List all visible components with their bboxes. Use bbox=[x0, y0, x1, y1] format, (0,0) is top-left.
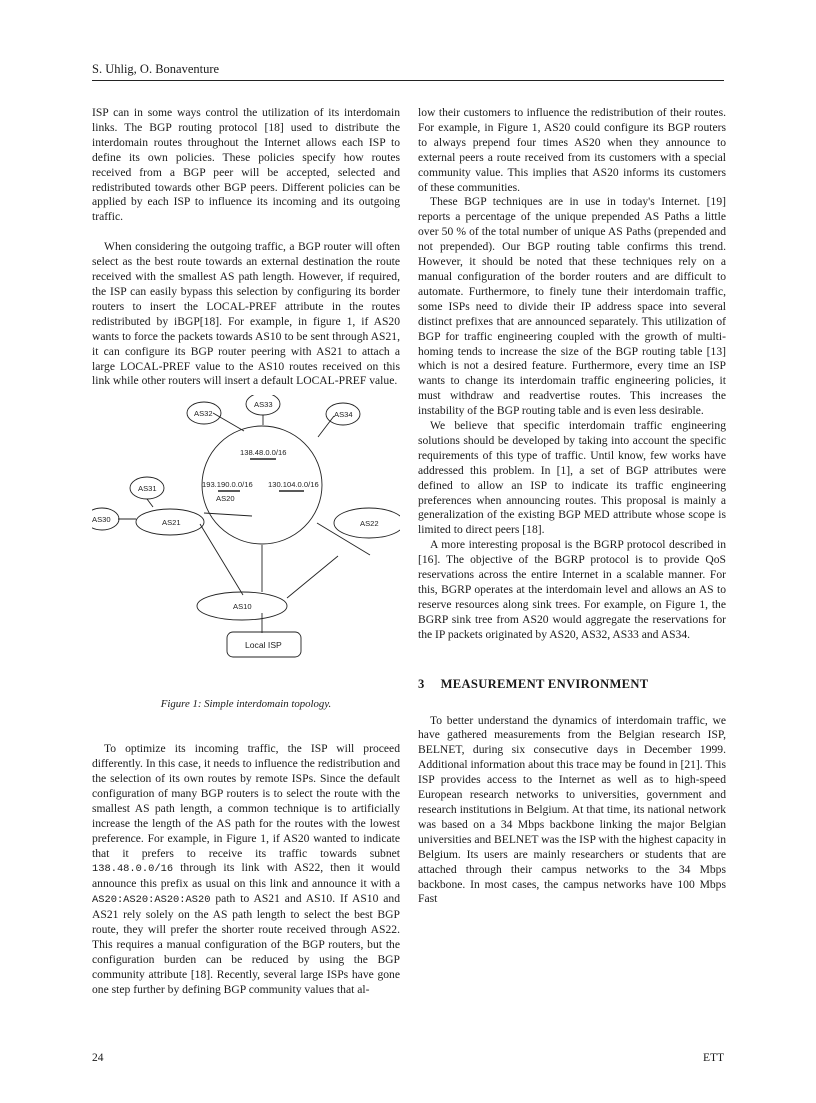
prefix-label: 193.190.0.0/16 bbox=[202, 480, 253, 490]
code-as-path: AS20:AS20:AS20:AS20 bbox=[92, 894, 211, 907]
running-header-authors: S. Uhlig, O. Bonaventure bbox=[92, 62, 220, 76]
figure-caption: Figure 1: Simple interdomain topology. bbox=[160, 698, 332, 711]
as31-label: AS31 bbox=[138, 484, 157, 494]
local-isp-label: Local ISP bbox=[245, 640, 282, 651]
page-number: 24 bbox=[92, 1052, 104, 1064]
section-heading bbox=[418, 677, 726, 692]
journal-name: ETT bbox=[703, 1052, 725, 1064]
edge bbox=[318, 416, 334, 437]
paragraph: We believe that specific interdomain traffic engineering solutions should be developed by taking into account the specific requirements of this type of traffic. Until know, few works have addressed this problem. In [1], a set of BGP attributes were defined to allow an ISP to indicate its traffic engineering preferences when announcing routes. This proposal is mainly a generalization of the existing BGP MED attribute whose scope is limited to direct peers [18]. bbox=[418, 419, 726, 537]
prefix-label: 138.48.0.0/16 bbox=[240, 448, 287, 458]
edge bbox=[204, 513, 252, 516]
as22-label: AS22 bbox=[360, 519, 379, 529]
paragraph: When considering the outgoing traffic, a BGP router will often select as the best route towards an external destination the route received with the smallest AS path length. However, if required, the ISP can easily bypass this selection by configuring its border routers to insert the LOCAL-PREF attribute in the routes redistributed by iBGP[18]. For example, in figure 1, if AS20 wants to force the packets towards AS10 to be sent through AS21, it can configure its BGP router peering with AS21 to attach a large LOCAL-PREF value to the AS10 routes received on this link while other routers will insert a default LOCAL-PREF value. bbox=[92, 240, 400, 388]
header-rule bbox=[92, 80, 724, 81]
as20-label: AS20 bbox=[216, 494, 235, 504]
figure-1 bbox=[92, 395, 400, 695]
edge bbox=[287, 556, 338, 598]
as10-label: AS10 bbox=[233, 602, 252, 612]
as21-label: AS21 bbox=[162, 518, 181, 528]
topology-diagram bbox=[92, 395, 400, 695]
edge bbox=[213, 413, 244, 431]
as33-label: AS33 bbox=[254, 400, 273, 410]
as34-label: AS34 bbox=[334, 410, 353, 420]
paragraph: A more interesting proposal is the BGRP protocol described in [16]. The objective of the BGRP protocol is to provide QoS reservations across the entire Internet in a scalable manner. For this, BGRP operates at the interdomain level and allows an AS to reserve resources along sink trees. For example, on Figure 1, the BGRP sink tree from AS20 would aggregate the reservations for the IP packets originated by AS20, AS32, AS33 and AS34. bbox=[418, 538, 726, 641]
paragraph: low their customers to influence the redistribution of their routes. For example, in Figure 1, AS20 could configure its BGP routers to always prepend four times AS20 when they announce to external peers a route received from its customers with a special community value. This implies that AS20 informs its customers of these communities. bbox=[418, 106, 726, 194]
edge bbox=[147, 499, 153, 507]
section-title: MEASUREMENT ENVIRONMENT bbox=[440, 676, 649, 691]
prefix-label: 130.104.0.0/16 bbox=[268, 480, 319, 490]
paragraph: ISP can in some ways control the utilization of its interdomain links. The BGP routing protocol [18] used to distribute the interdomain routes throughout the Internet allows each ISP to define its own policies. These policies specify how routes received from a BGP peer will be accepted, selected and redistributed towards other BGP peers. Different policies can be applied by each ISP to influence its incoming and its outgoing traffic. bbox=[92, 106, 400, 224]
right-column bbox=[418, 106, 726, 907]
as30-label: AS30 bbox=[92, 515, 111, 525]
paragraph: These BGP techniques are in use in today's Internet. [19] reports a percentage of the unique prepended AS Paths a little over 50 % of the total number of unique AS Paths (prepended and not prepended). Our BGP routing table confirms this trend. However, it should be noted that these techniques rely on a manual configuration of the border routers and are difficult to automate. Furthermore, to finely tune their interdomain traffic, some ISPs need to divide their IP address space into several distinct prefixes that are announced separately. This utilization of BGP for traffic engineering coupled with the growth of multi-homing tends to increase the size of the BGP routing table [13] which is not a desired feature. Furthermore, every time an ISP wants to change its interdomain traffic engineering policies, it must withdraw and readvertise routes. This increases the instability of the BGP routing table and is even less desirable. bbox=[418, 195, 726, 418]
edge bbox=[200, 524, 243, 595]
as32-label: AS32 bbox=[194, 409, 213, 419]
section-number: 3 bbox=[418, 676, 425, 691]
left-column bbox=[92, 106, 400, 998]
paragraph: To optimize its incoming traffic, the ISP will proceed differently. In this case, it needs to influence the redistribution and the selection of its own routes by remote ISPs. Since the default configuration of many BGP routers is to select the route with the smallest AS path length, a common technique is to artificially increase the length of the AS path for the routes with the lowest preference. For example, in Figure 1, if AS20 wanted to indicate that it prefers to receive its traffic towards subnet 138.48.0.0/16 through its link with AS22, then it would announce this prefix as usual on this link and announce it with a AS20:AS20:AS20:AS20 path to AS21 and AS10. If AS10 and AS21 rely solely on the AS path length to select the best BGP route, they will prefer the shorter route received through AS22. This requires a manual configuration of the BGP routers, but the configuration burden can be reduced by using the BGP community attribute [18]. Recently, several large ISPs have gone one step further by defining BGP community values that al- bbox=[92, 742, 400, 996]
code-prefix: 138.48.0.0/16 bbox=[92, 863, 174, 876]
paragraph: To better understand the dynamics of interdomain traffic, we have gathered measurements from the Belgian research ISP, BELNET, during six consecutive days in December 1999. Additional information about this trace may be found in [21]. This ISP provides access to the Internet as well as to high-speed European research networks to universities, government and research institutions in Belgium. At that time, its national network was based on a 34 Mbps backbone linking the major Belgian universities and BELNET was the ISP with the highest capacity in Belgium. Its users are mainly researchers or students that are attached through their campus networks to the 34 Mbps backbone. In most cases, the campus networks have 100 Mbps Fast bbox=[418, 713, 726, 906]
